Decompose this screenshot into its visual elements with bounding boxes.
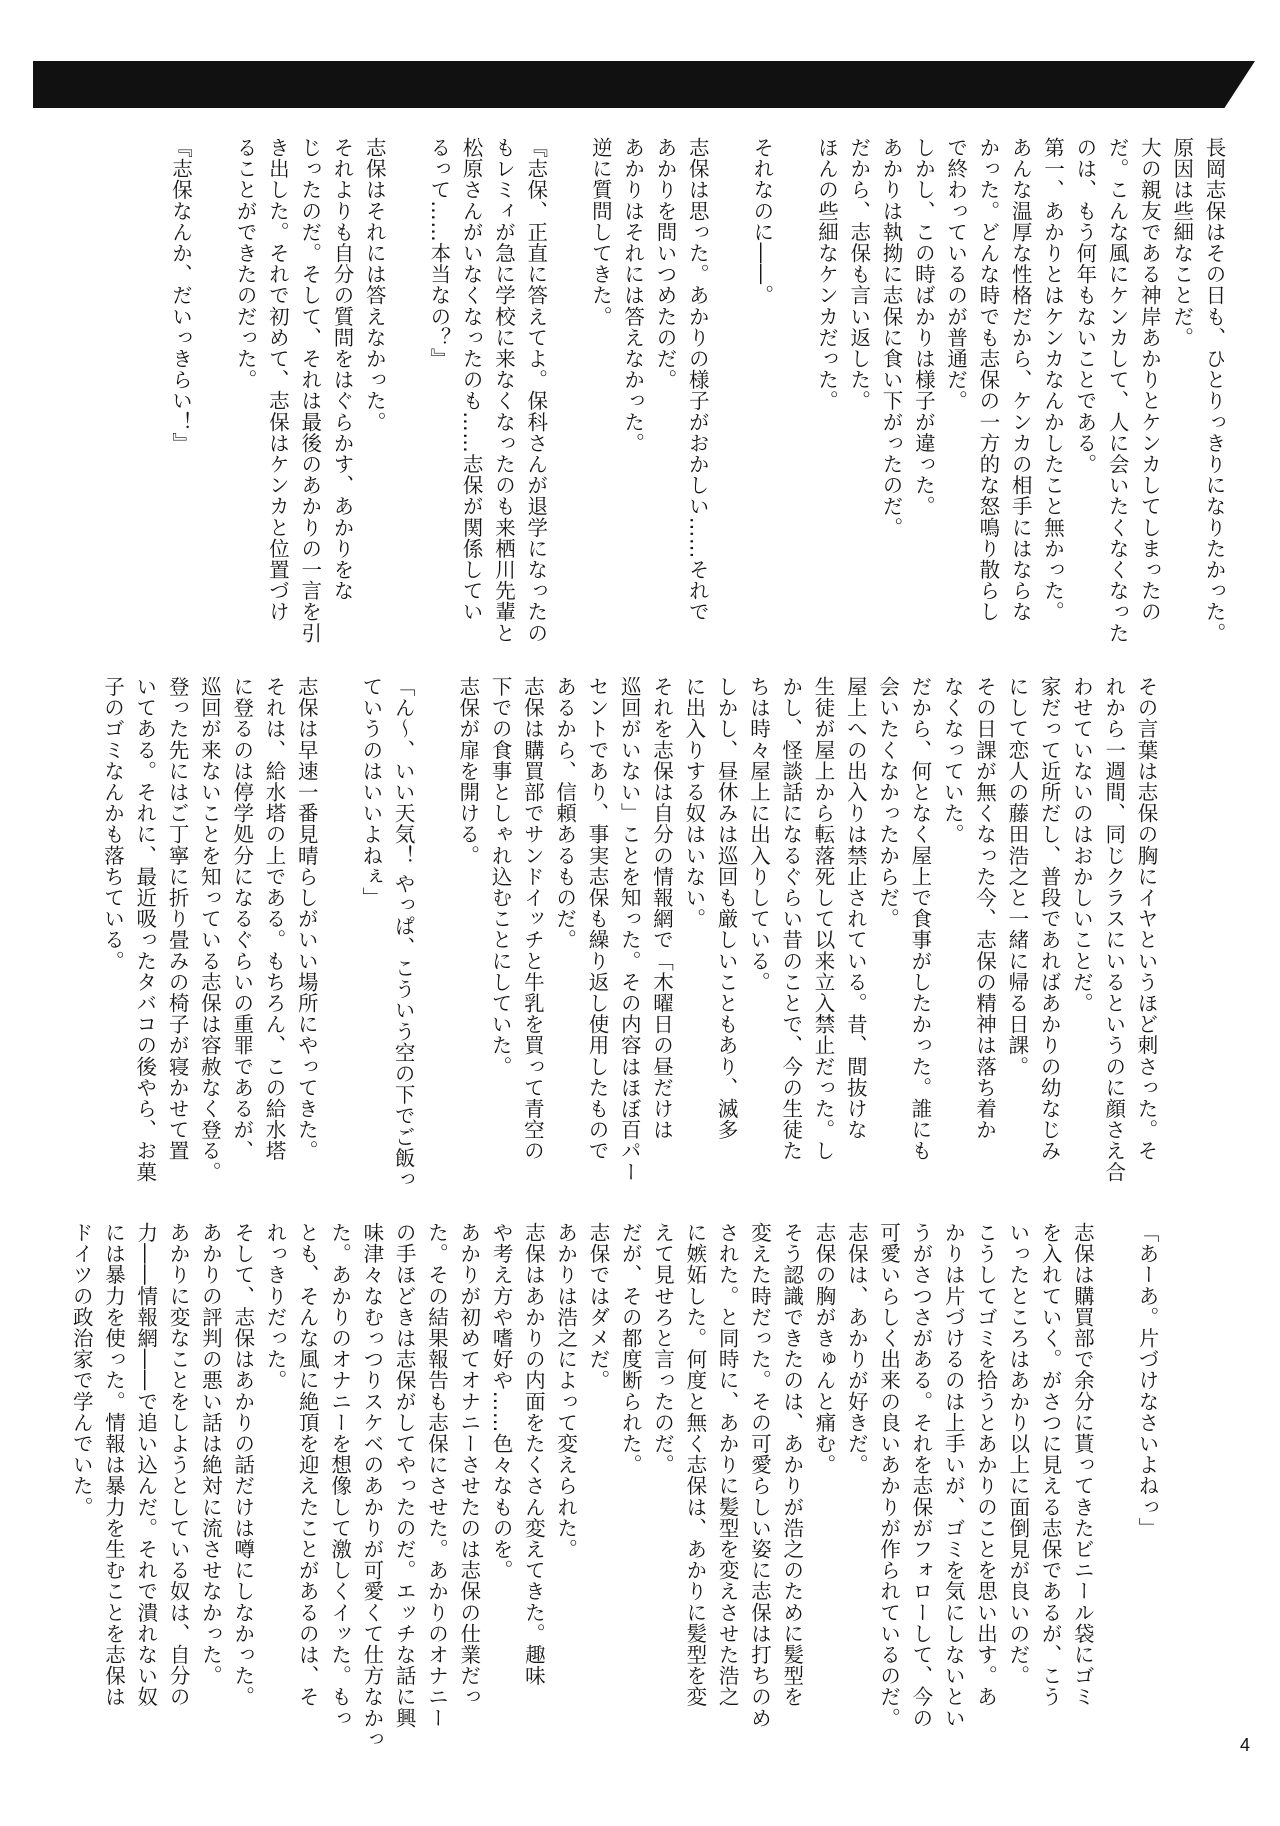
- text-line: 志保は購買部でサンドイッチと牛乳を買って青空の: [520, 676, 545, 1162]
- text-line: だから、何となく屋上で食事がしたかった。誰にも: [907, 676, 932, 1162]
- text-line: 力――情報網――で追い込んだ。それで潰れない奴: [133, 1222, 158, 1708]
- text-line: や考え方や嗜好や……色々なものを。: [489, 1222, 514, 1581]
- text-line: れから一週間、同じクラスにいるというのに顔さえ合: [1101, 676, 1126, 1183]
- text-line: それは、給水塔の上である。もちろん、この給水塔: [261, 676, 286, 1162]
- text-line: とも、そんな風に絶頂を迎えたことがあるのは、そ: [295, 1222, 320, 1708]
- text-line: 登った先にはご丁寧に折り畳みの椅子が寝かせて置: [165, 676, 190, 1162]
- text-line: [419, 676, 451, 1216]
- text-line: 生徒が屋上から転落死して以来立入禁止だった。し: [811, 676, 836, 1162]
- text-line: しかし、この時ばかりは様子が違った。: [911, 137, 936, 517]
- text-line: それよりも自分の質問をはぐらかす、あかりをな: [329, 137, 354, 602]
- text-line: 志保の胸がきゅんと痛む。: [812, 1222, 837, 1476]
- text-line: 長岡志保はその日も、ひとりっきりになりたかった。: [1202, 137, 1226, 644]
- text-line: [552, 137, 584, 657]
- text-line: 「あーあ。片づけなさいよねっ」: [1135, 1222, 1159, 1539]
- text-line: 家だって近所だし、普段であればあかりの幼なじみ: [1037, 676, 1062, 1162]
- text-line: た。あかりのオナニーを想像して激しくイッた。もっ: [327, 1222, 352, 1729]
- text-line: 松原さんがいなくなったのも……志保が関係してい: [459, 137, 484, 623]
- text-line: 子のゴミなんかも落ちている。: [100, 676, 125, 972]
- text-block-top: [164, 137, 1230, 657]
- text-line: もレミィが急に学校に来なくなったのも来栖川先輩と: [491, 137, 516, 644]
- text-line: [1097, 1222, 1129, 1762]
- page-number: 4: [1240, 1735, 1251, 1755]
- text-line: かった。どんな時でも志保の一方的な怒鳴り散らし: [975, 137, 1000, 623]
- text-line: 『志保、正直に答えてよ。保科さんが退学になったの: [523, 137, 548, 644]
- text-line: 「ん～、いい天気！ やっぱ、こういう空の下でご飯っ: [391, 676, 416, 1190]
- text-line: ちは時々屋上に出入りしている。: [746, 676, 771, 993]
- text-line: ドイツの政治家で学んでいた。: [69, 1222, 94, 1518]
- text-line: それを志保は自分の情報網で「木曜日の昼だけは: [649, 676, 674, 1141]
- text-line: [390, 137, 422, 657]
- text-block-middle: [96, 676, 1162, 1216]
- text-line: 志保はあかりの内面をたくさん変えてきた。趣味: [521, 1222, 546, 1687]
- text-line: あんな温厚な性格だから、ケンカの相手にはならな: [1008, 137, 1033, 623]
- text-line: あかりが初めてオナニーさせたのは志保の仕業だっ: [456, 1222, 481, 1708]
- text-line: いてある。それに、最近吸ったタバコの後やら、お菓: [132, 676, 157, 1183]
- text-line: 変えた時だった。その可愛らしい姿に志保は打ちのめ: [747, 1222, 772, 1729]
- text-line: にして恋人の藤田浩之と一緒に帰る日課。: [1004, 676, 1029, 1077]
- text-line: るって……本当なの？』: [426, 137, 451, 370]
- text-line: された。と同時に、あかりに髪型を変えさせた浩之: [715, 1222, 740, 1708]
- text-line: [197, 137, 229, 657]
- text-block-bottom: [64, 1222, 1162, 1762]
- text-line: じったのだ。そして、それは最後のあかりの一言を引: [297, 137, 322, 644]
- text-line: うがさつさがある。それを志保がフォローして、今の: [908, 1222, 933, 1729]
- text-line: セントであり、事実志保も繰り返し使用したもので: [584, 676, 609, 1162]
- text-line: あかりはそれには答えなかった。: [620, 137, 645, 454]
- text-line: た。その結果報告も志保にさせた。あかりのオナニー: [424, 1222, 449, 1729]
- text-line: それなのに――。: [749, 137, 774, 306]
- text-line: 志保はそれには答えなかった。: [362, 137, 387, 433]
- text-line: 大の親友である神岸あかりとケンカしてしまったの: [1137, 137, 1162, 623]
- text-line: だが、その都度断られた。: [618, 1222, 643, 1476]
- text-line: わせていないのはおかしいことだ。: [1069, 676, 1094, 1014]
- text-line: あかりの評判の悪い話は絶対に流させなかった。: [198, 1222, 223, 1687]
- text-line: 志保ではダメだ。: [585, 1222, 610, 1391]
- text-line: 屋上への出入りは禁止されている。昔、間抜けな: [843, 676, 868, 1141]
- text-line: あかりは浩之によって変えられた。: [553, 1222, 578, 1560]
- text-line: そして、志保はあかりの話だけは噂にしなかった。: [230, 1222, 255, 1708]
- text-line: あかりを問いつめたのだ。: [652, 137, 677, 391]
- text-line: ていうのはいいよねぇ」: [358, 676, 383, 909]
- text-line: 志保は購買部で余分に貰ってきたビニール袋にゴミ: [1070, 1222, 1095, 1708]
- text-line: 志保が扉を開ける。: [455, 676, 480, 866]
- text-line: だから、志保も言い返した。: [846, 137, 871, 412]
- text-line: その日課が無くなった今、志保の精神は落ち着か: [972, 676, 997, 1141]
- text-line: のは、もう何年もないことである。: [1072, 137, 1097, 475]
- text-line: そう認識できたのは、あかりが浩之のために髪型を: [779, 1222, 804, 1708]
- text-line: しかし、昼休みは巡回も厳しいこともあり、滅多: [714, 676, 739, 1141]
- text-line: [778, 137, 810, 657]
- text-line: で終わっているのが普通だ。: [943, 137, 968, 412]
- text-line: こうしてゴミを拾うとあかりのことを思い出す。あ: [973, 1222, 998, 1708]
- text-line: 可愛いらしく出来の良いあかりが作られているのだ。: [876, 1222, 901, 1729]
- text-line: 志保は思った。あかりの様子がおかしい……それで: [685, 137, 710, 623]
- text-line: なくなっていた。: [940, 676, 965, 845]
- text-line: に出入りする奴はいない。: [681, 676, 706, 930]
- text-line: いったところはあかり以上に面倒見が良いのだ。: [1005, 1222, 1030, 1687]
- text-line: 巡回が来ないことを知っている志保は容赦なく登る。: [197, 676, 222, 1183]
- text-line: 原因は些細なことだ。: [1169, 137, 1194, 348]
- text-line: あかりは執拗に志保に食い下がったのだ。: [879, 137, 904, 538]
- text-line: に登るのは停学処分になるぐらいの重罪であるが、: [229, 676, 254, 1162]
- text-line: には暴力を使った。情報は暴力を生むことを志保は: [101, 1222, 126, 1708]
- text-line: き出した。それで初めて、志保はケンカと位置づけ: [265, 137, 290, 623]
- text-line: の手ほどきは志保がしてやったのだ。エッチな話に興: [392, 1222, 417, 1729]
- text-line: あかりに変なことをしようとしている奴は、自分の: [166, 1222, 191, 1708]
- header-black-bar: [33, 61, 1255, 108]
- text-line: 『志保なんか、だいっきらい！』: [168, 137, 193, 454]
- text-line: だ。こんな風にケンカして、人に会いたくなくなった: [1105, 137, 1130, 644]
- text-line: [713, 137, 745, 657]
- text-line: えて見せろと言ったのだ。: [650, 1222, 675, 1476]
- text-line: かし、怪談話になるぐらい昔のことで、今の生徒た: [778, 676, 803, 1162]
- text-line: 逆に質問してきた。: [588, 137, 613, 327]
- text-line: その言葉は志保の胸にイヤというほど刺さった。そ: [1134, 676, 1158, 1162]
- text-line: 味津々なむっつりスケベのあかりが可愛くて仕方なかっ: [359, 1222, 384, 1750]
- text-line: れっきりだった。: [262, 1222, 287, 1391]
- text-line: ることができたのだった。: [233, 137, 258, 391]
- text-line: を入れていく。がさつに見える志保であるが、こう: [1038, 1222, 1063, 1708]
- text-line: 巡回がいない」ことを知った。その内容はほぼ百パー: [617, 676, 642, 1183]
- text-line: に嫉妬した。何度と無く志保は、あかりに髪型を変: [682, 1222, 707, 1708]
- text-line: [322, 676, 354, 1216]
- text-line: 志保は、あかりが好きだ。: [844, 1222, 869, 1476]
- text-line: 下での食事としゃれ込むことにしていた。: [488, 676, 513, 1077]
- text-line: 志保は早速一番見晴らしがいい場所にやってきた。: [294, 676, 319, 1162]
- text-line: 会いたくなかったからだ。: [875, 676, 900, 930]
- text-line: かりは片づけるのは上手いが、ゴミを気にしないとい: [941, 1222, 966, 1729]
- text-line: ほんの些細なケンカだった。: [814, 137, 839, 412]
- text-line: 第一、あかりとはケンカなんかしたこと無かった。: [1040, 137, 1065, 623]
- text-line: あるから、信頼あるものだ。: [552, 676, 577, 951]
